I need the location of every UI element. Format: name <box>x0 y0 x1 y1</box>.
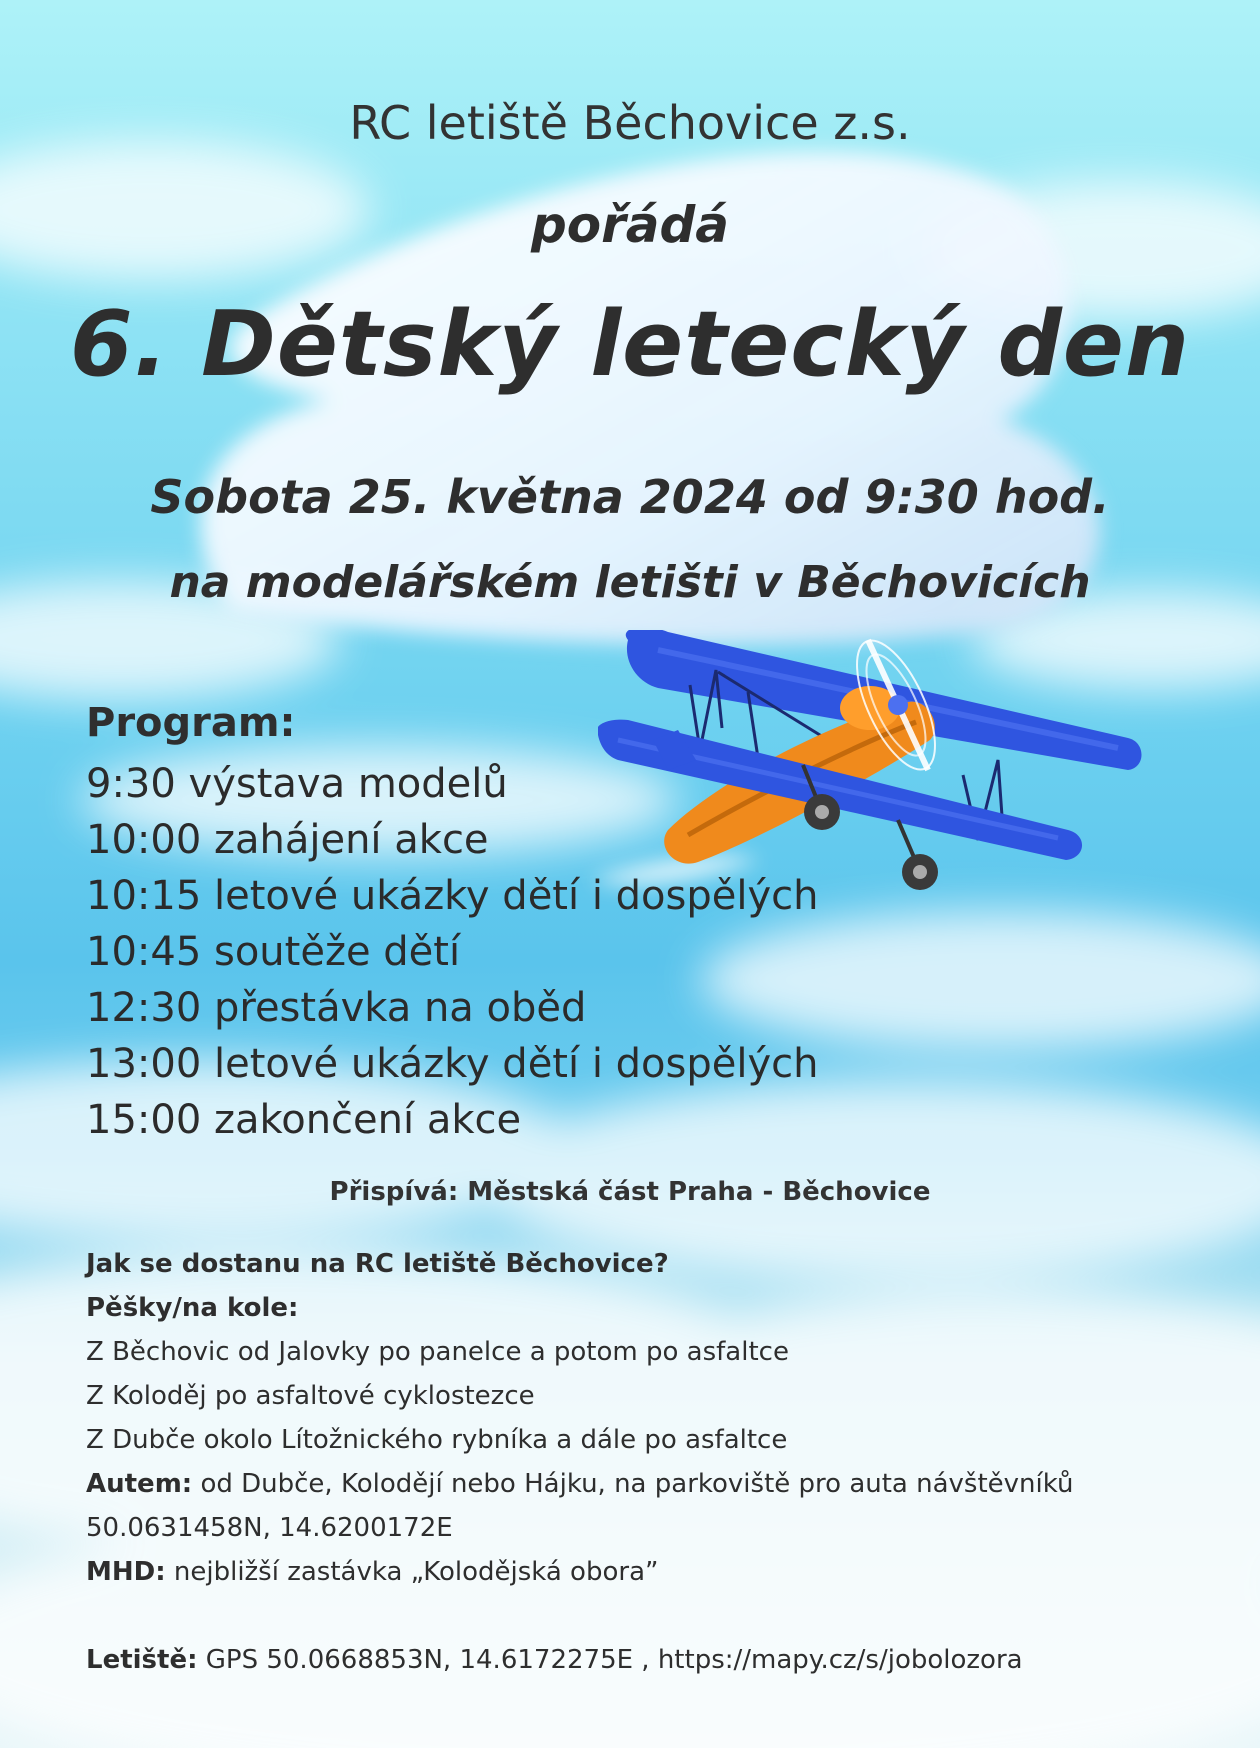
program-item: 10:15 letové ukázky dětí i dospělých <box>86 873 819 919</box>
program-heading: Program: <box>86 700 296 746</box>
mhd-label: MHD: <box>86 1557 166 1587</box>
organizes-label: pořádá <box>530 196 730 254</box>
event-venue: na modelářském letišti v Běchovicích <box>169 557 1091 608</box>
walk-heading: Pěšky/na kole: <box>86 1293 299 1323</box>
airfield-label: Letiště: <box>86 1645 198 1675</box>
car-label: Autem: <box>86 1469 193 1499</box>
airfield-location <box>86 1638 1073 1682</box>
directions-question: Jak se dostanu na RC letiště Běchovice? <box>86 1249 669 1279</box>
airfield-text[interactable]: GPS 50.0668853N, 14.6172275E , https://mapy.cz/s/jobolozora <box>197 1645 1023 1675</box>
mhd-text: nejbližší zastávka „Kolodějská obora” <box>165 1557 659 1587</box>
car-text: od Dubče, Kolodějí nebo Hájku, na parkoviště pro auta návštěvníků <box>192 1469 1074 1499</box>
event-title: 6. Dětský letecký den <box>69 292 1191 397</box>
directions-section <box>86 1242 1073 1682</box>
walk-route: Z Koloděj po asfaltové cyklostezce <box>86 1381 535 1411</box>
program-item: 15:00 zakončení akce <box>86 1097 522 1143</box>
walk-route: Z Běchovic od Jalovky po panelce a potom po asfaltce <box>86 1337 789 1367</box>
program-item: 10:45 soutěže dětí <box>86 929 461 975</box>
car-directions <box>86 1462 1073 1506</box>
program-item: 10:00 zahájení akce <box>86 817 489 863</box>
sponsor-line: Přispívá: Městská část Praha - Běchovice <box>329 1177 931 1207</box>
program-list <box>86 756 818 1148</box>
program-item: 13:00 letové ukázky dětí i dospělých <box>86 1041 819 1087</box>
organizer-name: RC letiště Běchovice z.s. <box>349 96 911 150</box>
event-date: Sobota 25. května 2024 od 9:30 hod. <box>150 470 1110 524</box>
car-gps: 50.0631458N, 14.6200172E <box>86 1513 453 1543</box>
walk-route: Z Dubče okolo Lítožnického rybníka a dále po asfaltce <box>86 1425 788 1455</box>
program-item: 9:30 výstava modelů <box>86 761 508 807</box>
mhd-directions <box>86 1550 1073 1594</box>
program-item: 12:30 přestávka na oběd <box>86 985 587 1031</box>
